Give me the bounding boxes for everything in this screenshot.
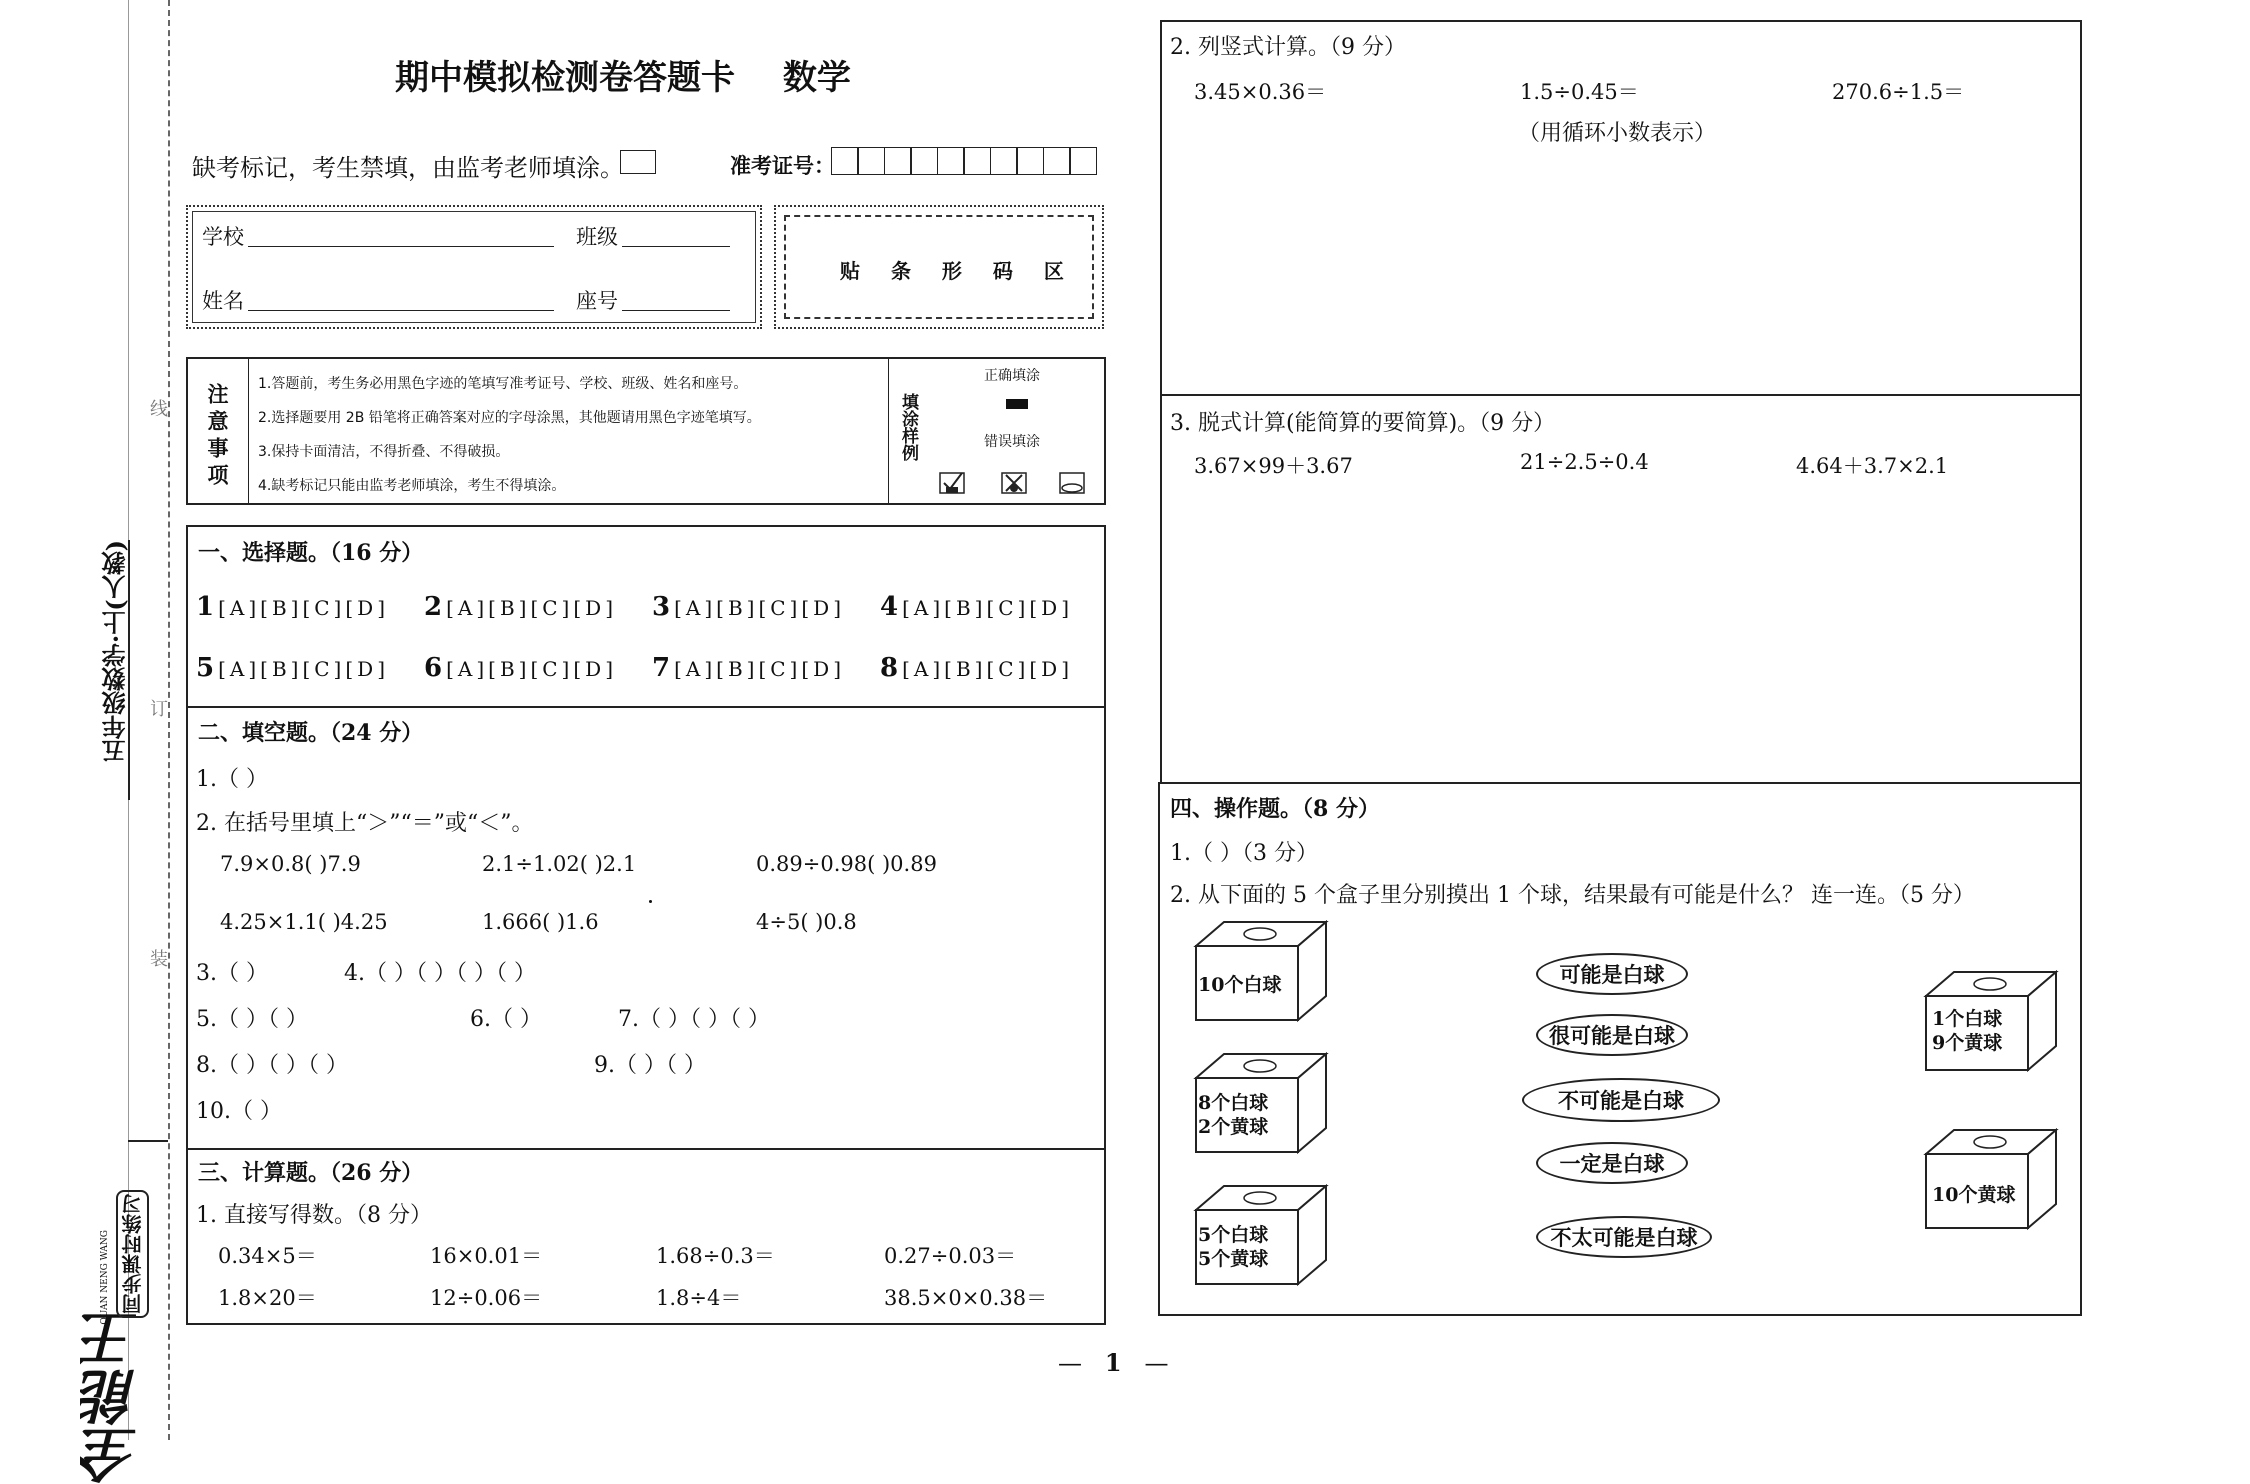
fill-q3[interactable]: 3.（ ）: [196, 961, 268, 986]
brand-subtitle: 同步课时练习: [116, 1190, 149, 1318]
grade-underline: [128, 540, 130, 800]
compare-6[interactable]: 4÷5( )0.8: [756, 910, 857, 934]
seat-field[interactable]: [622, 309, 730, 311]
box-label: 10个黄球: [1932, 1184, 2016, 1206]
section1-title: 一、选择题。（16 分）: [198, 540, 424, 566]
choice-q4[interactable]: 4 [A][B][C][D]: [880, 592, 1073, 622]
fill-q2: 2. 在括号里填上“＞”“＝”或“＜”。: [196, 811, 534, 836]
choice-q8[interactable]: 8 [A][B][C][D]: [880, 653, 1073, 683]
absent-mark-box[interactable]: [620, 150, 656, 174]
notice-title: 注意事项: [205, 383, 230, 491]
exam-no-digit[interactable]: [1016, 147, 1044, 175]
subject-text: 数学: [782, 58, 851, 98]
exam-no-digit[interactable]: [884, 147, 912, 175]
class-label: 班级: [576, 225, 618, 249]
correct-label: 正确填涂: [984, 368, 1040, 384]
vertical-calc-3[interactable]: 270.6÷1.5＝: [1832, 80, 1965, 104]
exam-no-digit[interactable]: [1043, 147, 1071, 175]
student-info-box: [186, 205, 762, 329]
exam-no-digit[interactable]: [831, 147, 859, 175]
direct-calc-2[interactable]: 16×0.01＝: [430, 1244, 543, 1268]
cut-mark-xian: 线: [150, 399, 168, 420]
compare-1[interactable]: 7.9×0.8( )7.9: [220, 852, 361, 876]
compare-2[interactable]: 2.1÷1.02( )2.1: [482, 852, 637, 876]
direct-calc-3[interactable]: 1.68÷0.3＝: [656, 1244, 775, 1268]
notice-item-3: 3.保持卡面清洁，不得折叠、不得破损。: [258, 444, 510, 460]
page-number: — 1 —: [1058, 1348, 1169, 1377]
seat-label: 座号: [576, 289, 618, 313]
exam-no-digit[interactable]: [937, 147, 965, 175]
direct-calc-1[interactable]: 0.34×5＝: [218, 1244, 317, 1268]
box-label: 2个黄球: [1198, 1116, 1269, 1138]
title-text: 期中模拟检测卷答题卡: [395, 58, 735, 98]
compare-4[interactable]: 4.25×1.1( )4.25: [220, 910, 388, 934]
cut-mark-ding: 订: [150, 699, 168, 720]
name-field[interactable]: [248, 309, 554, 311]
barcode-area: [774, 205, 1104, 329]
notice-item-4: 4.缺考标记只能由监考老师填涂，考生不得填涂。: [258, 478, 566, 494]
fill-q5[interactable]: 5.（ ）（ ）: [196, 1007, 308, 1032]
exam-no-digit[interactable]: [910, 147, 938, 175]
direct-calc-title: 1. 直接写得数。（8 分）: [196, 1203, 432, 1228]
box-label: 8个白球: [1198, 1092, 1269, 1114]
oval-possible-white[interactable]: 可能是白球: [1536, 953, 1688, 995]
vertical-calc-1[interactable]: 3.45×0.36＝: [1194, 80, 1327, 104]
correct-fill-sample: [1006, 399, 1028, 409]
school-field[interactable]: [248, 245, 554, 247]
vertical-calc-note: （用循环小数表示）: [1518, 121, 1717, 146]
brand-line: [128, 1140, 168, 1142]
fill-q9[interactable]: 9.（ ）（ ）: [594, 1053, 706, 1078]
direct-calc-6[interactable]: 12÷0.06＝: [430, 1286, 543, 1310]
fill-q10[interactable]: 10.（ ）: [196, 1099, 282, 1124]
oval-unlikely-white[interactable]: 不太可能是白球: [1536, 1216, 1712, 1258]
choice-q6[interactable]: 6 [A][B][C][D]: [424, 653, 617, 683]
choice-q1[interactable]: 1 [A][B][C][D]: [196, 592, 389, 622]
school-label: 学校: [202, 225, 244, 249]
wrong-label: 错误填涂: [984, 434, 1040, 450]
section4-title: 四、操作题。（8 分）: [1170, 796, 1380, 822]
box-label: 5个白球: [1198, 1224, 1269, 1246]
choice-q3[interactable]: 3 [A][B][C][D]: [652, 592, 845, 622]
cut-mark-zhuang: 装: [150, 949, 168, 970]
compare-3[interactable]: 0.89÷0.98( )0.89: [756, 852, 937, 876]
operation-q2: 2. 从下面的 5 个盒子里分别摸出 1 个球，结果最有可能是什么？ 连一连。（5 分）: [1170, 883, 1975, 908]
exam-no-digit[interactable]: [963, 147, 991, 175]
fill-q6[interactable]: 6.（ ）: [470, 1007, 542, 1032]
operation-q1[interactable]: 1.（ ）（3 分）: [1170, 841, 1318, 866]
notice-item-1: 1.答题前，考生务必用黑色字迹的笔填写准考证号、学校、班级、姓名和座号。: [258, 376, 748, 392]
direct-calc-7[interactable]: 1.8÷4＝: [656, 1286, 742, 1310]
exam-no-boxes[interactable]: [832, 147, 1097, 175]
compare-5[interactable]: 1.666( )1.6: [482, 910, 599, 934]
box-label: 9个黄球: [1932, 1032, 2003, 1054]
stepwise-calc-2[interactable]: 21÷2.5÷0.4: [1520, 450, 1649, 474]
oval-certain-white[interactable]: 一定是白球: [1536, 1142, 1688, 1184]
fill-q4[interactable]: 4.（ ）（ ）（ ）（ ）: [344, 961, 536, 986]
direct-calc-8[interactable]: 38.5×0×0.38＝: [884, 1286, 1048, 1310]
class-field[interactable]: [622, 245, 730, 247]
fill-q1[interactable]: 1.（ ）: [196, 767, 268, 792]
exam-no-label: 准考证号：: [730, 153, 835, 178]
notice-box: [186, 357, 1106, 505]
oval-impossible-white[interactable]: 不可能是白球: [1522, 1078, 1720, 1122]
box-label: 5个黄球: [1198, 1248, 1269, 1270]
section2-title: 二、填空题。（24 分）: [198, 720, 424, 746]
fill-q7[interactable]: 7.（ ）（ ）（ ）: [618, 1007, 770, 1032]
vertical-calc-title: 2. 列竖式计算。（9 分）: [1170, 35, 1406, 60]
fill-q8[interactable]: 8.（ ）（ ）（ ）: [196, 1053, 348, 1078]
absent-note: 缺考标记，考生禁填，由监考老师填涂。: [192, 154, 624, 182]
cube-box[interactable]: [1926, 1130, 2056, 1228]
grade-label: 五年级数学·上(人教): [101, 540, 130, 764]
box-label: 10个白球: [1198, 974, 1282, 996]
notice-item-2: 2.选择题要用 2B 铅笔将正确答案对应的字母涂黑，其他题请用黑色字迹笔填写。: [258, 410, 761, 426]
stepwise-calc-title: 3. 脱式计算(能简算的要简算)。（9 分）: [1170, 411, 1556, 436]
choice-q5[interactable]: 5 [A][B][C][D]: [196, 653, 389, 683]
stepwise-calc-1[interactable]: 3.67×99＋3.67: [1194, 454, 1353, 478]
choice-q7[interactable]: 7 [A][B][C][D]: [652, 653, 845, 683]
sample-title: 填涂样例: [898, 393, 918, 461]
brand-pinyin: QUAN NENG WANG: [100, 1230, 110, 1325]
direct-calc-4[interactable]: 0.27÷0.03＝: [884, 1244, 1017, 1268]
barcode-label: 贴 条 形 码 区: [840, 259, 1076, 283]
brand-logo: 全能王: [80, 1310, 148, 1484]
page-title: [395, 50, 851, 99]
name-label: 姓名: [202, 289, 244, 313]
box-label: 1个白球: [1932, 1008, 2003, 1030]
vertical-calc-2[interactable]: 1.5÷0.45＝: [1520, 80, 1639, 104]
direct-calc-5[interactable]: 1.8×20＝: [218, 1286, 317, 1310]
wrong-fill-samples: [936, 469, 1096, 499]
oval-likely-white[interactable]: 很可能是白球: [1536, 1014, 1688, 1056]
section3-title: 三、计算题。（26 分）: [198, 1160, 424, 1186]
binding-dashed-line: [168, 0, 170, 1440]
repeating-dot: [649, 900, 652, 903]
exam-no-digit[interactable]: [857, 147, 885, 175]
choice-q2[interactable]: 2 [A][B][C][D]: [424, 592, 617, 622]
stepwise-calc-3[interactable]: 4.64＋3.7×2.1: [1796, 454, 1949, 478]
exam-no-digit[interactable]: [1069, 147, 1097, 175]
exam-no-digit[interactable]: [990, 147, 1018, 175]
